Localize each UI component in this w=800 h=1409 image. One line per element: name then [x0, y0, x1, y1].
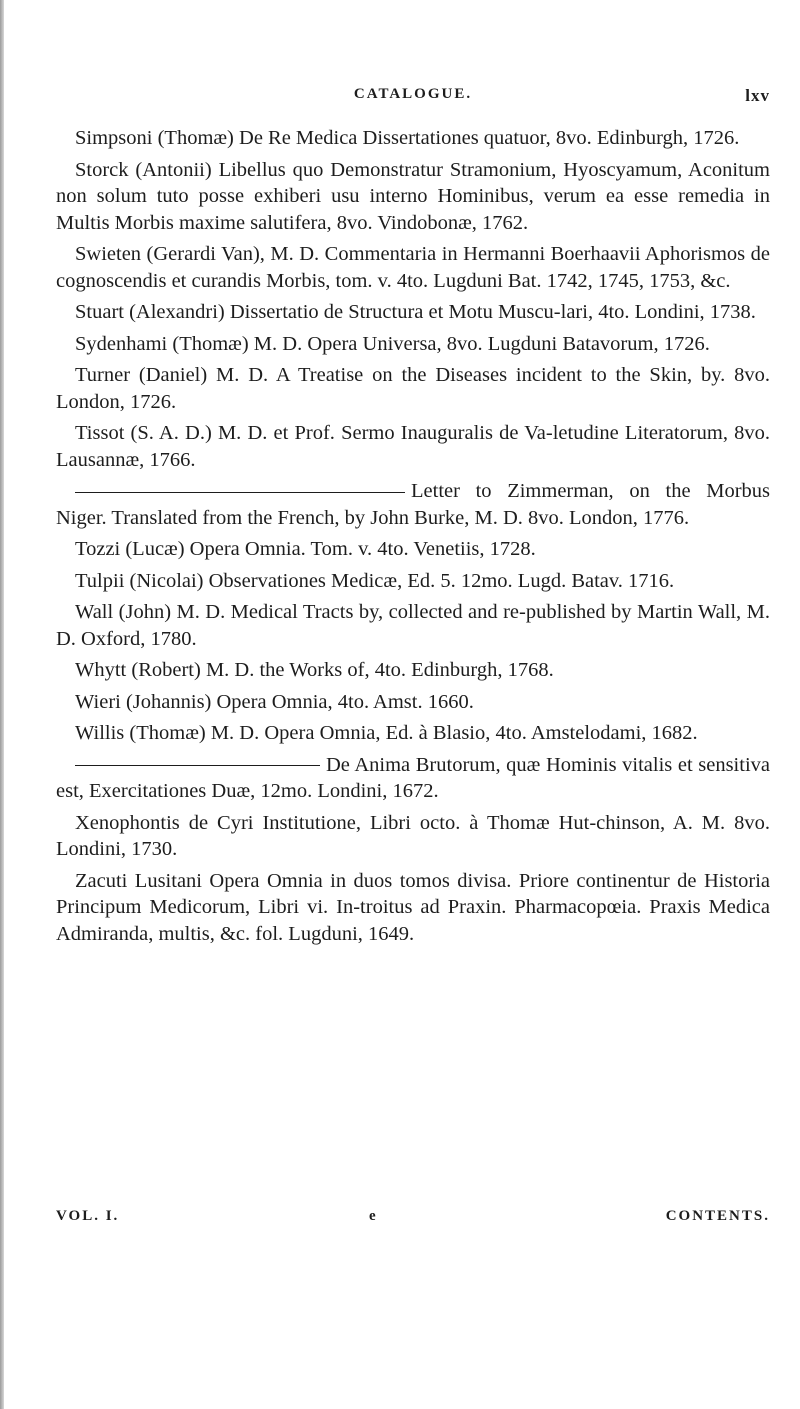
catalogue-entry: Tozzi (Lucæ) Opera Omnia. Tom. v. 4to. Venetiis, 1728.: [75, 538, 536, 560]
page-binding-edge: [0, 0, 4, 1409]
catalogue-entry: Wall (John) M. D. Medical Tracts by, collected and re-published by Martin Wall, M. D. Oxford, 1780.: [56, 601, 770, 650]
catalogue-entry: Letter to Zimmerman, on the Morbus Niger. Translated from the French, by John Burke, M. D. 8vo. London, 1776.: [56, 480, 770, 529]
volume-mark: VOL. I.: [56, 1208, 120, 1224]
page-header: [56, 86, 770, 110]
ditto-dash: [75, 492, 405, 493]
catalogue-entry: Tulpii (Nicolai) Observationes Medicæ, Ed. 5. 12mo. Lugd. Batav. 1716.: [75, 569, 675, 592]
catalogue-entry: Turner (Daniel) M. D. A Treatise on the Diseases incident to the Skin, by. 8vo. London, 1726.: [56, 364, 770, 413]
signature-mark: e: [369, 1208, 378, 1224]
catchword: CONTENTS.: [665, 1208, 770, 1224]
catalogue-entry: Whytt (Robert) M. D. the Works of, 4to. Edinburgh, 1768.: [75, 659, 554, 681]
catalogue-entry: Tissot (S. A. D.) M. D. et Prof. Sermo Inauguralis de Va-letudine Literatorum, 8vo. Lausannæ, 1766.: [56, 422, 770, 471]
catalogue-entry: De Anima Brutorum, quæ Hominis vitalis et sensitiva est, Exercitationes Duæ, 12mo. Londini, 1672.: [56, 753, 770, 802]
catalogue-entry: Stuart (Alexandri) Dissertatio de Structura et Motu Muscu-lari, 4to. Londini, 1738.: [75, 301, 756, 323]
catalogue-entry: Wieri (Johannis) Opera Omnia, 4to. Amst. 1660.: [75, 690, 474, 713]
catalogue-entry: Swieten (Gerardi Van), M. D. Commentaria in Hermanni Boerhaavii Aphorismos de cognoscendis et curandis Morbis, tom. v. 4to. Lugduni Bat. 1742, 1745, 1753, &c.: [56, 243, 770, 292]
catalogue-entry: Sydenhami (Thomæ) M. D. Opera Universa, 8vo. Lugduni Batavorum, 1726.: [75, 332, 710, 355]
catalogue-entry: Simpsoni (Thomæ) De Re Medica Dissertationes quatuor, 8vo. Edinburgh, 1726.: [75, 127, 740, 149]
catalogue-entry: Willis (Thomæ) M. D. Opera Omnia, Ed. à Blasio, 4to. Amstelodami, 1682.: [75, 722, 698, 744]
running-title: CATALOGUE.: [353, 86, 473, 102]
catalogue-entry: Zacuti Lusitani Opera Omnia in duos tomos divisa. Priore continentur de Historia Principum Medicorum, Libri vi. In-troitus ad Praxin. Pharmacopœia. Praxis Medica Admiranda, multis, &c. fol. Lugduni, 1649.: [56, 869, 770, 945]
catalogue-entry: Xenophontis de Cyri Institutione, Libri octo. à Thomæ Hut-chinson, A. M. 8vo. Londini, 1730.: [56, 811, 770, 860]
catalogue-entries: [56, 125, 770, 952]
page-number: lxv: [745, 86, 770, 105]
page-footer: [56, 1208, 770, 1232]
catalogue-entry: Storck (Antonii) Libellus quo Demonstratur Stramonium, Hyoscyamum, Aconitum non solum tuto posse exhiberi usu interno Hominibus, verum ea esse remedia in Multis Morbis maxime salutifera, 8vo. Vindobonæ, 1762.: [56, 158, 770, 234]
ditto-dash: [75, 765, 320, 766]
